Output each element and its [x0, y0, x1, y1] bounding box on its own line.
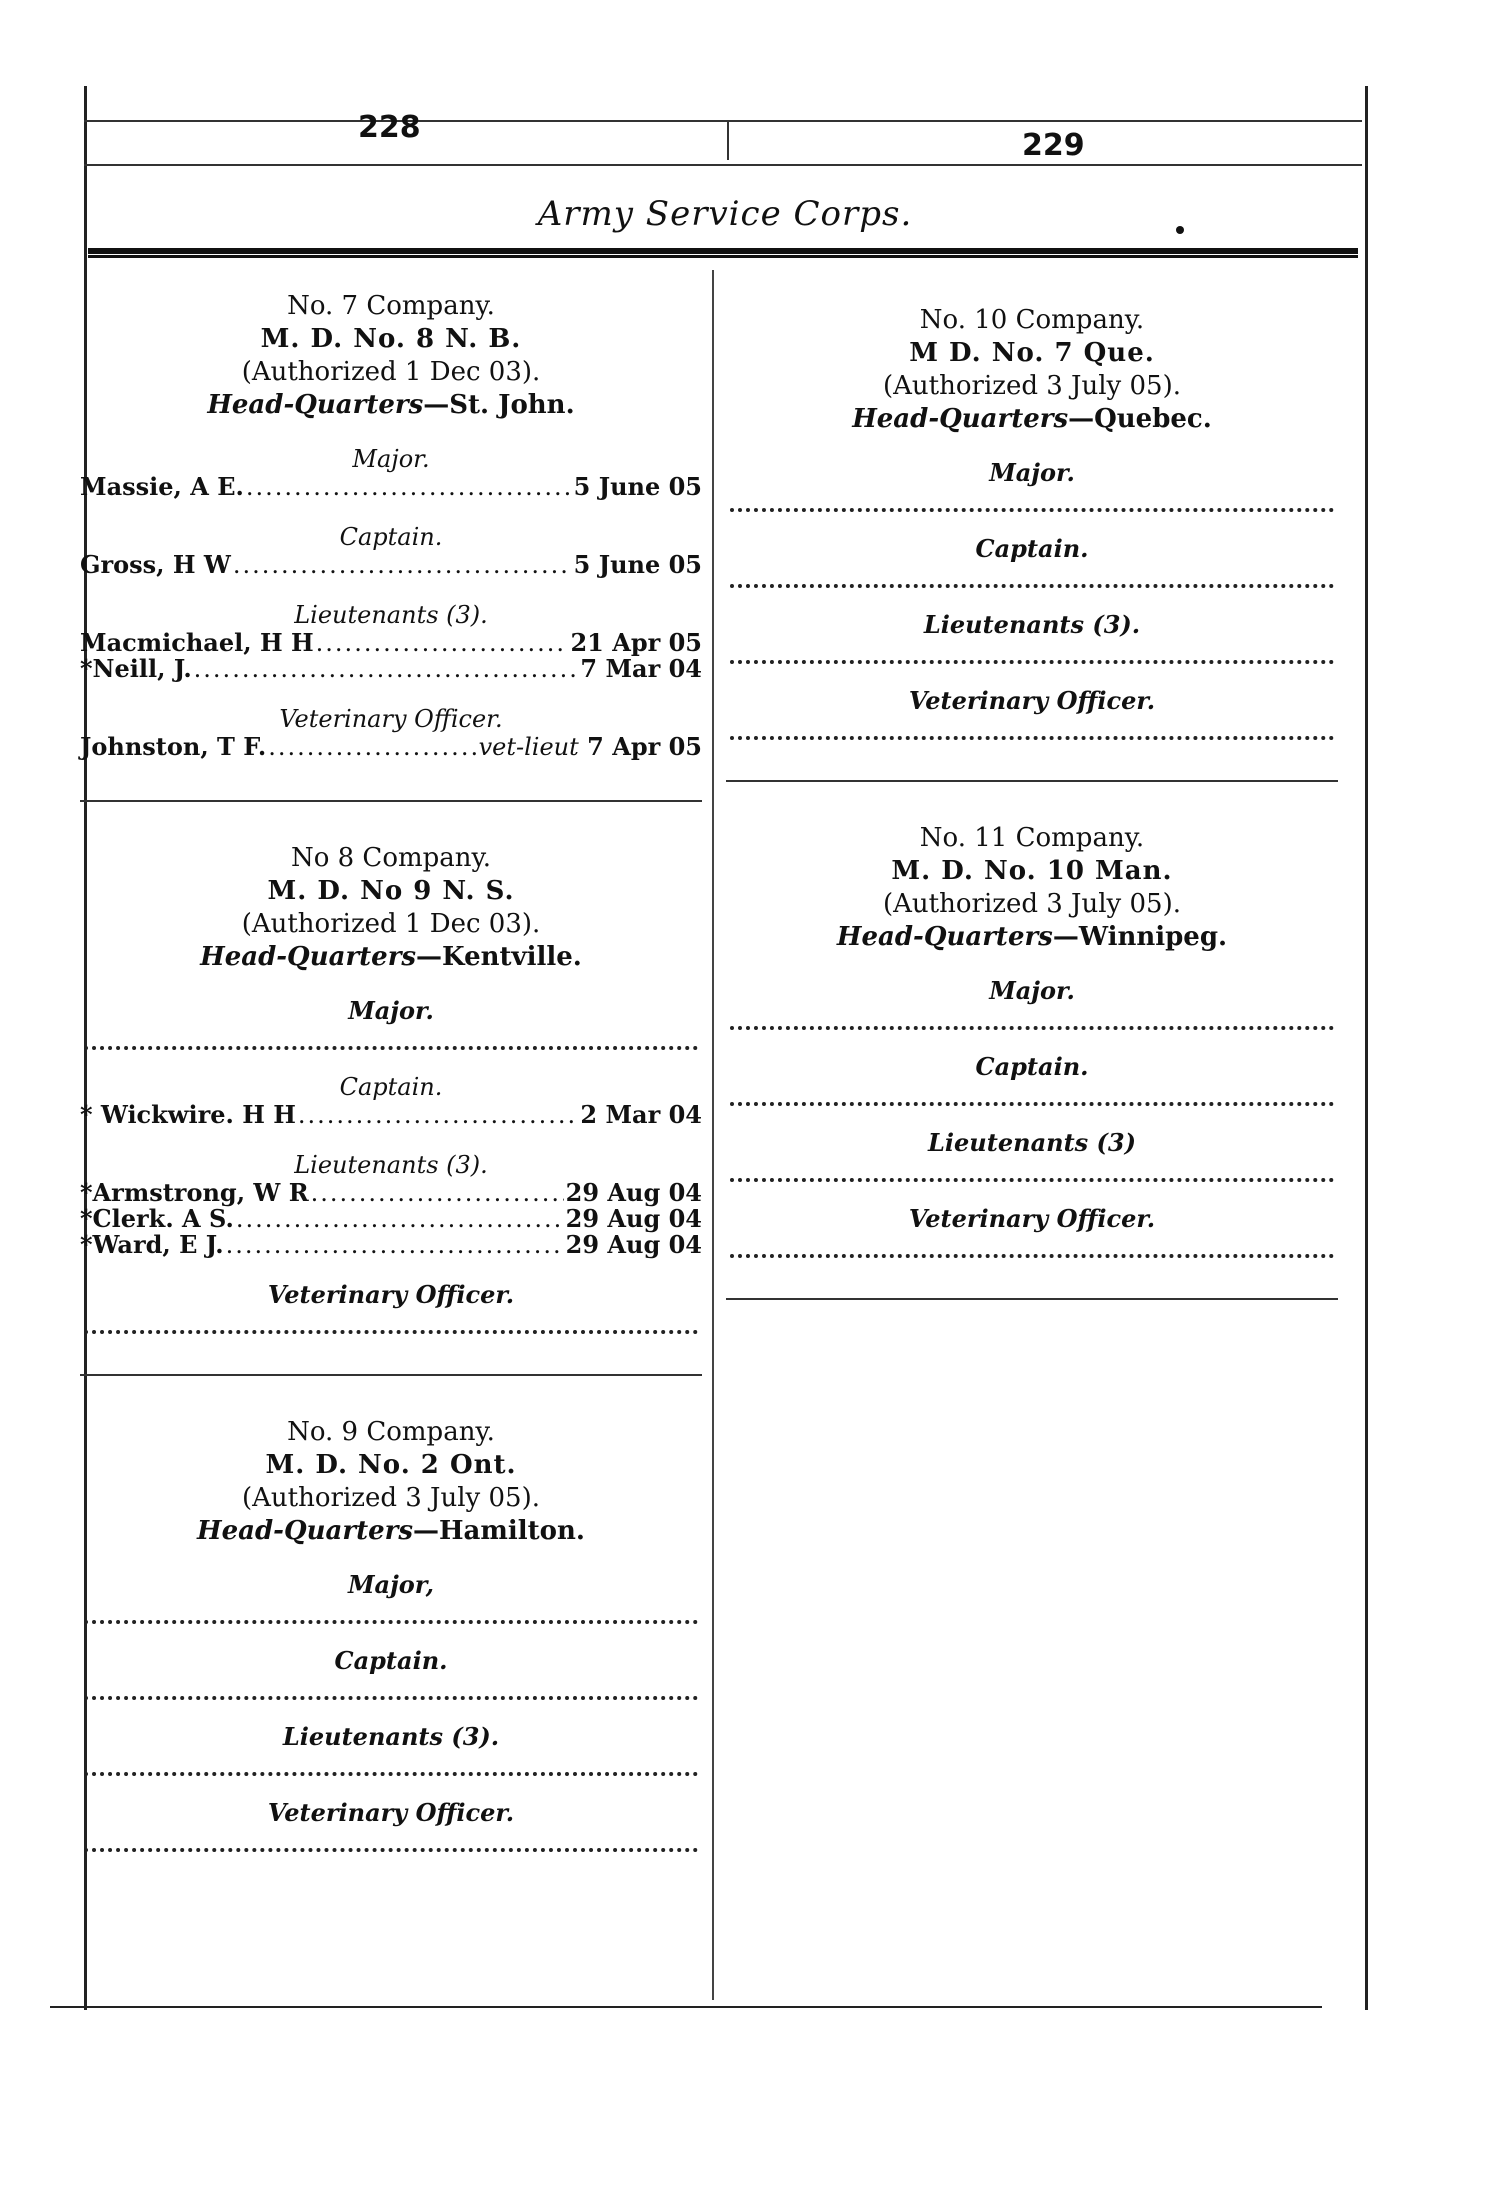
rank-note: vet-lieut — [478, 733, 579, 761]
rank-heading: Lieutenants (3) — [928, 1128, 1136, 1157]
vacant-dotted-line — [84, 1684, 698, 1700]
page-title: Army Service Corps. — [537, 194, 913, 234]
rank-heading: Veterinary Officer. — [908, 686, 1156, 715]
officer-name: Massie, A E. — [80, 472, 244, 501]
headquarters-label: Head-Quarters — [197, 1516, 413, 1546]
officer-name: *Ward, E J. — [80, 1230, 224, 1259]
rank-heading: Veterinary Officer. — [267, 1280, 515, 1309]
page-number-left: 228 — [358, 110, 421, 145]
officer-entry — [80, 1102, 702, 1128]
authorized-date: (Authorized 1 Dec 03). — [241, 357, 541, 387]
appointment-date: 29 Aug 04 — [565, 1204, 702, 1233]
leader-dots — [233, 552, 572, 578]
military-district: M. D. No. 8 N. B. — [260, 324, 522, 354]
section-rule — [726, 1298, 1338, 1300]
military-district: M. D. No 9 N. S. — [267, 876, 515, 906]
headquarters-label: Head-Quarters — [207, 390, 424, 420]
officer-entry — [80, 734, 702, 760]
right-column — [726, 304, 1338, 1340]
vacant-dotted-line — [84, 1760, 698, 1776]
rank-heading: Captain. — [334, 1646, 448, 1675]
appointment-date: 5 June 05 — [573, 472, 702, 501]
page-number-right: 229 — [1022, 128, 1085, 163]
leader-dots — [194, 656, 579, 682]
appointment-date: 29 Aug 04 — [565, 1230, 702, 1259]
officer-entry — [80, 474, 702, 500]
headquarters-label: Head-Quarters — [836, 922, 1053, 952]
headquarters-place: —St. John. — [423, 390, 575, 420]
header-rule-middle — [84, 164, 1362, 166]
leader-dots — [236, 1206, 564, 1232]
rank-heading: Veterinary Officer. — [279, 705, 503, 733]
rank-heading: Major. — [348, 996, 434, 1025]
vacant-dotted-line — [730, 724, 1334, 740]
leader-dots — [226, 1232, 564, 1258]
headquarters — [80, 941, 702, 974]
rank-heading: Lieutenants (3). — [923, 610, 1141, 639]
officer-name: *Clerk. A S. — [80, 1204, 234, 1233]
leader-dots — [311, 1180, 564, 1206]
vacant-dotted-line — [84, 1836, 698, 1852]
officer-name: * Wickwire. H H — [80, 1100, 296, 1129]
bottom-rule — [50, 2006, 1322, 2008]
officer-entry — [80, 1232, 702, 1258]
company-block — [726, 304, 1338, 740]
military-district: M. D. No. 2 Ont. — [265, 1450, 517, 1480]
appointment-date: 21 Apr 05 — [570, 628, 702, 657]
appointment-date: 5 June 05 — [573, 550, 702, 579]
company-name: No. 7 Company. — [287, 291, 495, 321]
company-name: No. 10 Company. — [919, 305, 1145, 335]
company-block — [80, 1416, 702, 1852]
leader-dots — [268, 734, 476, 760]
military-district: M D. No. 7 Que. — [909, 338, 1155, 368]
company-name: No. 11 Company. — [919, 823, 1145, 853]
header-divider — [727, 122, 729, 160]
company-block — [80, 290, 702, 760]
headquarters — [726, 921, 1338, 954]
left-column — [80, 290, 702, 1852]
rank-heading: Veterinary Officer. — [908, 1204, 1156, 1233]
vacant-dotted-line — [730, 496, 1334, 512]
vacant-dotted-line — [84, 1034, 698, 1050]
rank-heading: Captain. — [339, 1073, 443, 1101]
officer-entry — [80, 1180, 702, 1206]
company-block — [726, 822, 1338, 1258]
title-rule — [88, 248, 1358, 258]
headquarters-place: —Quebec. — [1068, 404, 1212, 434]
vacant-dotted-line — [84, 1608, 698, 1624]
company-name: No. 9 Company. — [287, 1417, 495, 1447]
rank-heading: Veterinary Officer. — [267, 1798, 515, 1827]
officer-name: *Neill, J. — [80, 654, 192, 683]
rank-heading: Major. — [989, 458, 1075, 487]
company-block — [80, 842, 702, 1334]
leader-dots — [246, 474, 572, 500]
headquarters — [80, 389, 702, 422]
vacant-dotted-line — [84, 1318, 698, 1334]
vacant-dotted-line — [730, 1166, 1334, 1182]
vacant-dotted-line — [730, 648, 1334, 664]
rank-heading: Captain. — [975, 1052, 1089, 1081]
stray-dot — [1176, 226, 1184, 234]
officer-name: Macmichael, H H — [80, 628, 314, 657]
column-divider — [712, 270, 714, 2000]
leader-dots — [316, 630, 569, 656]
headquarters-label: Head-Quarters — [852, 404, 1069, 434]
officer-name: Johnston, T F. — [80, 732, 267, 761]
appointment-date: 29 Aug 04 — [565, 1178, 702, 1207]
officer-entry — [80, 1206, 702, 1232]
authorized-date: (Authorized 3 July 05). — [242, 1483, 540, 1513]
vacant-dotted-line — [730, 1090, 1334, 1106]
officer-entry — [80, 656, 702, 682]
vacant-dotted-line — [730, 1014, 1334, 1030]
appointment-date: vet-lieut 7 Apr 05 — [478, 732, 702, 761]
appointment-date: 2 Mar 04 — [580, 1100, 702, 1129]
rank-heading: Major. — [352, 445, 430, 473]
rank-heading: Lieutenants (3). — [294, 1151, 488, 1179]
section-rule — [80, 1374, 702, 1376]
rank-heading: Captain. — [975, 534, 1089, 563]
authorized-date: (Authorized 3 July 05). — [883, 371, 1181, 401]
authorized-date: (Authorized 1 Dec 03). — [241, 909, 541, 939]
section-rule — [80, 800, 702, 802]
company-name: No 8 Company. — [290, 843, 492, 873]
rank-heading: Lieutenants (3). — [294, 601, 488, 629]
authorized-date: (Authorized 3 July 05). — [883, 889, 1181, 919]
headquarters — [726, 403, 1338, 436]
officer-name: *Armstrong, W R — [80, 1178, 309, 1207]
section-rule — [726, 780, 1338, 782]
rank-heading: Captain. — [339, 523, 443, 551]
leader-dots — [298, 1102, 579, 1128]
rank-heading: Lieutenants (3). — [282, 1722, 500, 1751]
header-rule-top — [84, 120, 1362, 122]
headquarters-place: —Winnipeg. — [1052, 922, 1228, 952]
military-district: M. D. No. 10 Man. — [891, 856, 1173, 886]
headquarters — [80, 1515, 702, 1548]
officer-name: Gross, H W — [80, 550, 231, 579]
vacant-dotted-line — [730, 572, 1334, 588]
headquarters-place: —Kentville. — [416, 942, 582, 972]
vacant-dotted-line — [730, 1242, 1334, 1258]
headquarters-label: Head-Quarters — [200, 942, 417, 972]
rank-heading: Major. — [989, 976, 1075, 1005]
officer-entry — [80, 630, 702, 656]
officer-entry — [80, 552, 702, 578]
rank-heading: Major, — [347, 1570, 435, 1599]
appointment-date: 7 Mar 04 — [580, 654, 702, 683]
headquarters-place: —Hamilton. — [412, 1516, 585, 1546]
